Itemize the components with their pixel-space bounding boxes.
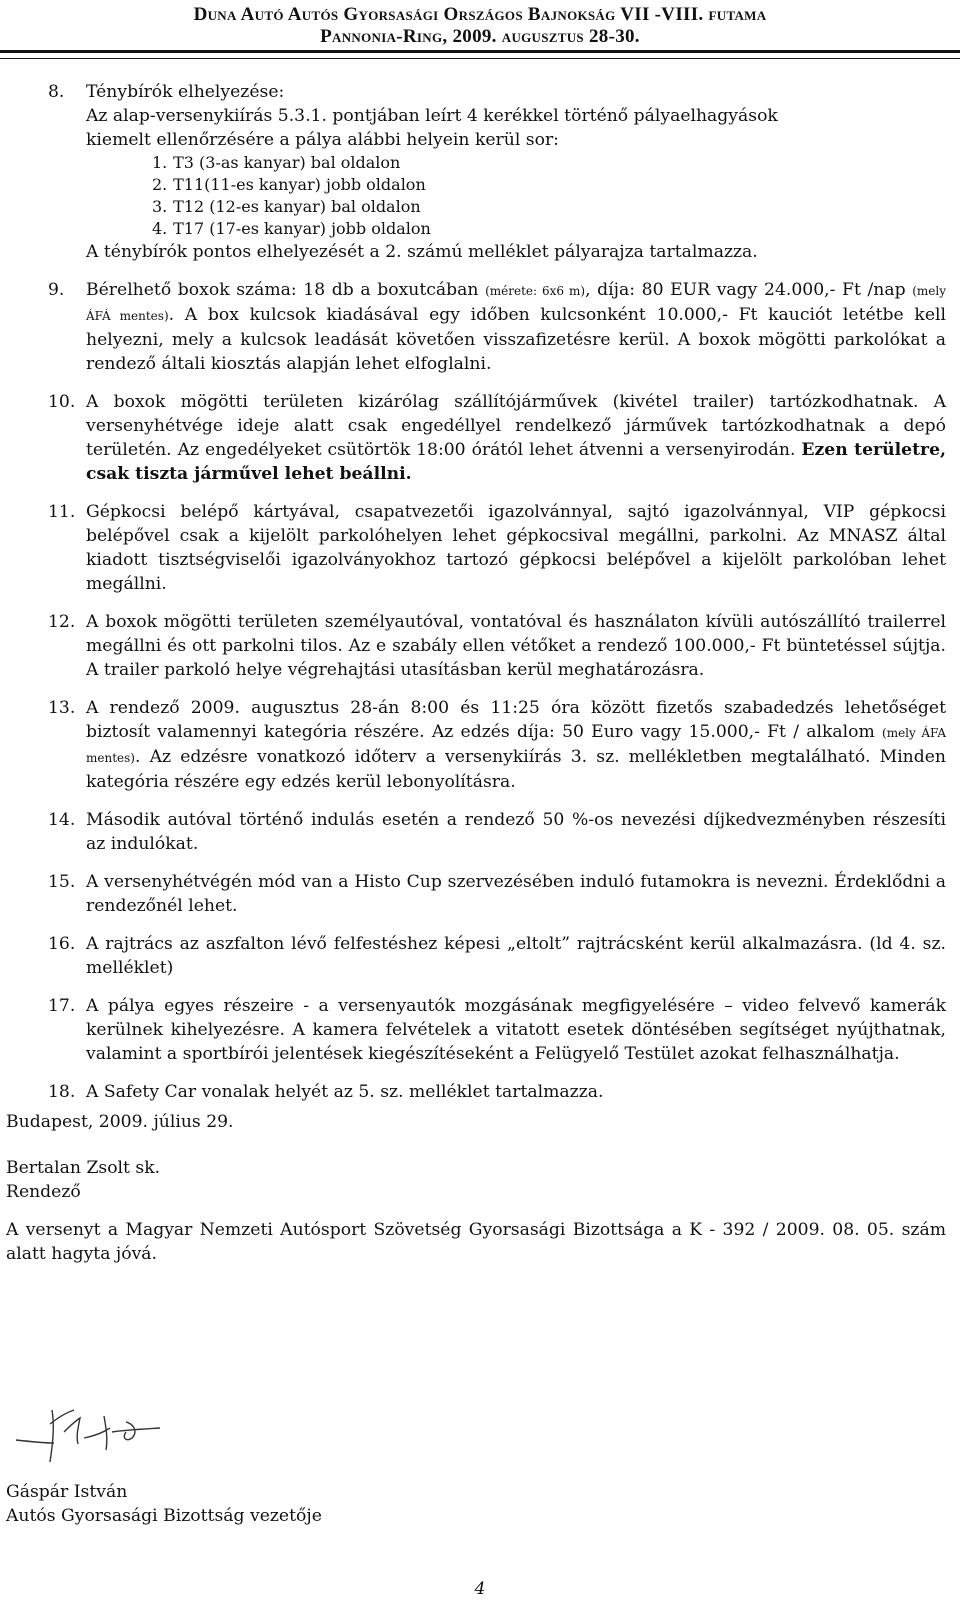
section-9: 9. Bérelhető boxok száma: 18 db a boxutcában (mérete: 6x6 m), díja: 80 EUR vagy 24.000,- Ft /nap (mely ÁFÁ mentes). A box kulcsok kiadásával egy időben kulcsonként 10.000,- Ft kauciót letétbe kell helyezni, mely a kulcsok leadását követően visszafizetésre kerül. A boxok mögötti parkolókat a rendező általi kiosztás alapján lehet elfoglalni. (48, 280, 946, 374)
handwritten-signature (14, 1402, 164, 1472)
section-number: 9. (48, 280, 65, 300)
section-number: 15. (48, 872, 76, 892)
list-item: 1. T3 (3-as kanyar) bal oldalon (152, 153, 401, 172)
list-item: 3. T12 (12-es kanyar) bal oldalon (152, 197, 421, 216)
section-number: 13. (48, 698, 76, 718)
header-venue-date: Pannonia-Ring, 2009. augusztus 28-30. (320, 26, 640, 47)
signer-name: Bertalan Zsolt sk. (6, 1158, 161, 1178)
section-17: 17. A pálya egyes részeire - a versenyautók mozgásának megfigyelésére – video felvevő kamerák kerülnek kihelyezésre. A kamera felvételek a vitatott esetek döntésében segítséget nyújthatnak, valamint a sportbírói jelentések kiegészítéseként a Felügyelő Testület azokat felhasználhatja. (48, 996, 946, 1064)
signer-role: Autós Gyorsasági Bizottság vezetője (6, 1506, 322, 1526)
section-16: 16. A rajtrács az aszfalton lévő felfestéshez képesi „eltolt” rajtrácsként kerül alkalmazásra. (ld 4. sz. melléklet) (48, 934, 946, 978)
judge-location-list (6, 152, 946, 240)
section-12: 12. A boxok mögötti területen személyautóval, vontatóval és használaton kívüli autószállító trailerrel megállni és ott parkolni tilos. Az e szabály ellen vétőket a rendező 100.000,- Ft büntetéssel sújtja. A trailer parkoló helye végrehajtási utasításban kerül meghatározásra. (48, 612, 946, 680)
approval-note: A versenyt a Magyar Nemzeti Autósport Szövetség Gyorsasági Bizottsága a K - 392 / 2009. 08. 05. szám alatt hagyta jóvá. (6, 1220, 946, 1264)
signer-role: Rendező (6, 1182, 81, 1202)
section-13: 13. A rendező 2009. augusztus 28-án 8:00 és 11:25 óra között fizetős szabadedzés lehetőséget biztosít valamennyi kategória részére. Az edzés díja: 50 Euro vagy 15.000,- Ft / alkalom (mely ÁFA mentes). Az edzésre vonatkozó időterv a versenykiírás 3. sz. mellékletben megtalálható. Minden kategória részére egy edzés kerül lebonyolításra. (48, 698, 946, 792)
intro-line: Az alap-versenykiírás 5.3.1. pontjában leírt 4 kerékkel történő pályaelhagyások (86, 106, 778, 126)
section-number: 16. (48, 934, 76, 954)
document-body (6, 80, 946, 1266)
emphasis: Ezen területre, csak tiszta járművel lehet beállni. (86, 440, 946, 484)
place-date: Budapest, 2009. július 29. (6, 1112, 234, 1132)
section-number: 12. (48, 612, 76, 632)
section-8-outro: A ténybírók pontos elhelyezését a 2. számú melléklet pályarajza tartalmazza. (86, 242, 758, 262)
header-title: Duna Autó Autós Gyorsasági Országos Bajnokság VII -VIII. futama (193, 4, 767, 25)
section-8 (6, 80, 946, 104)
intro-line: kiemelt ellenőrzésére a pálya alábbi helyein kerül sor: (86, 130, 559, 150)
list-item: 4. T17 (17-es kanyar) jobb oldalon (152, 219, 431, 238)
section-number: 10. (48, 392, 76, 412)
section-11: 11. Gépkocsi belépő kártyával, csapatvezetői igazolvánnyal, sajtó igazolvánnyal, VIP gépkocsi belépővel csak a kijelölt parkolóhelyen lehet gépkocsival megállni, parkolni. Az MNASZ által kiadott tisztségviselői igazolványokhoz tartozó gépkocsi belépővel a kijelölt parkolóban lehet megállni. (48, 502, 946, 594)
section-number: 14. (48, 810, 76, 830)
page-header (0, 4, 960, 48)
section-14: 14. Második autóval történő indulás esetén a rendező 50 %-os nevezési díjkedvezményben részesíti az indulókat. (48, 810, 946, 854)
header-rule (0, 50, 960, 59)
section-title: Ténybírók elhelyezése: (86, 82, 285, 102)
section-15: 15. A versenyhétvégén mód van a Histo Cup szervezésében induló futamokra is nevezni. Érdeklődni a rendezőnél lehet. (48, 872, 946, 916)
page-number: 4 (474, 1579, 486, 1599)
section-10: 10. A boxok mögötti területen kizárólag szállítójárművek (kivétel trailer) tartózkodhatnak. A versenyhétvége ideje alatt csak engedéllyel rendelkező járművek tartózkodhatnak a depó területén. Az engedélyeket csütörtök 18:00 órától lehet átvenni a versenyirodán. Ezen területre, csak tiszta járművel lehet beállni. (48, 392, 946, 484)
section-number: 11. (48, 502, 76, 522)
list-item: 2. T11(11-es kanyar) jobb oldalon (152, 175, 426, 194)
signer-name: Gáspár István (6, 1482, 128, 1502)
section-number: 17. (48, 996, 76, 1016)
section-18: 18. A Safety Car vonalak helyét az 5. sz. melléklet tartalmazza. (48, 1082, 604, 1102)
approver-block (6, 1480, 322, 1528)
section-number: 18. (48, 1082, 76, 1102)
section-number: 8. (48, 82, 65, 102)
section-8-intro (6, 104, 946, 152)
